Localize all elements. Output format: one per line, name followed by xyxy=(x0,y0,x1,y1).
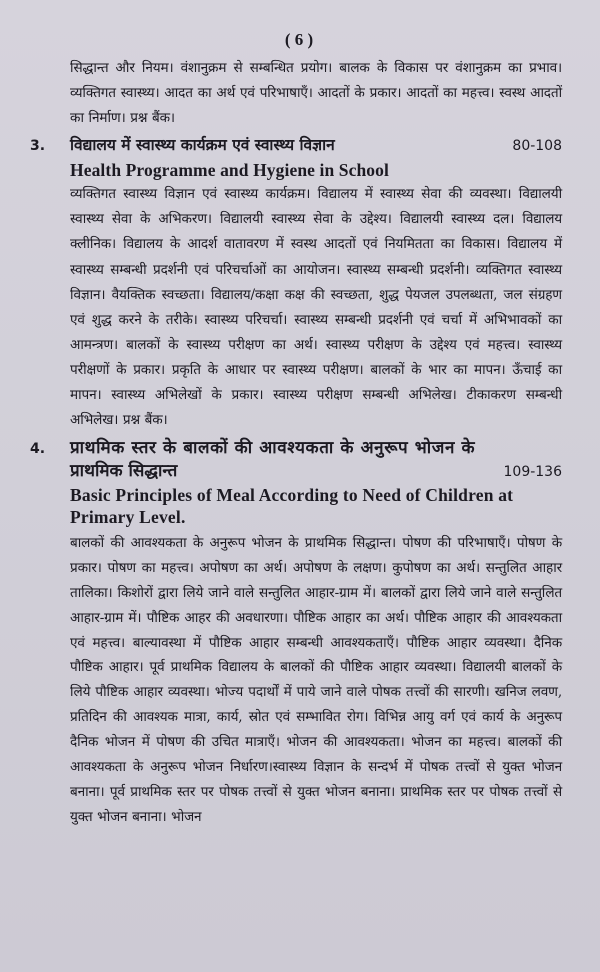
chapter-page-range: 109-136 xyxy=(503,464,562,481)
chapter-4-heading xyxy=(30,435,562,458)
chapter-3 xyxy=(30,133,562,433)
chapter-page-range: 80-108 xyxy=(512,138,562,155)
chapter-topics: व्यक्तिगत स्वास्थ्य विज्ञान एवं स्वास्थ्य कार्यक्रम। विद्यालय में स्वास्थ्य सेवा की व्यवस्था। विद्यालयी स्वास्थ्य सेवा के अभिकरण। विद्यालयी स्वास्थ्य सेवा के उद्देश्य। विद्यालयी स्वास्थ्य दल। विद्यालय क्लीनिक। विद्यालय के आदर्श वातावरण में स्वस्थ आदतों एवं नियमितता का विकास। विद्यालय में स्वास्थ्य सम्बन्धी प्रदर्शनी एवं परिचर्चाओं का आयोजन। स्वास्थ्य सम्बन्धी प्रदर्शनी। व्यक्तिगत स्वास्थ्य विज्ञान। वैयक्तिक स्वच्छता। विद्यालय/कक्षा कक्ष की स्वच्छता, शुद्ध पेयजल उपलब्धता, जल संग्रहण एवं शुद्ध करने के तरीके। स्वास्थ्य परिचर्चा। स्वास्थ्य सम्बन्धी प्रदर्शनी एवं चर्चा में अभिभावकों का आमन्त्रण। बालकों के स्वास्थ्य परीक्षण का अर्थ। स्वास्थ्य परीक्षण के उद्देश्य एवं महत्त्व। स्वास्थ्य परीक्षणों के प्रकार। प्रकृति के आधार पर स्वास्थ्य परीक्षण। बालकों के भार का मापन। ऊँचाई का मापन। स्वास्थ्य अभिलेखों के प्रकार। स्वास्थ्य परीक्षण सम्बन्धी अभिलेख। टीकाकरण सम्बन्धी अभिलेख। प्रश्न बैंक। xyxy=(70,186,562,429)
chapter-4-heading-line2 xyxy=(70,458,562,484)
chapter-topics: बालकों की आवश्यकता के अनुरूप भोजन के प्राथमिक सिद्धान्त। पोषण की परिभाषाएँ। पोषण के प्रकार। पोषण का महत्त्व। अपोषण का अर्थ। अपोषण के लक्षण। कुपोषण का अर्थ। सन्तुलित आहार तालिका। किशोरों द्वारा लिये जाने वाले सन्तुलित आहार-ग्राम में। बालकों द्वारा लिये जाने वाले सन्तुलित आहार-ग्राम में। पौष्टिक आहर की अवधारणा। पौष्टिक आहार का अर्थ। पौष्टिक आहार की आवश्यकता एवं महत्त्व। बाल्यावस्था में पौष्टिक आहार सम्बन्धी आवश्यकताएँ। पौष्टिक आहार व्यवस्था। दैनिक पौष्टिक आहार। पूर्व प्राथमिक विद्यालय के बालकों की पौष्टिक आहार व्यवस्था। विद्यालयी बालकों के लिये पौष्टिक आहार व्यवस्था। भोज्य पदार्थों में पाये जाने वाले पोषक तत्त्वों की सारणी। खनिज लवण, प्रतिदिन की आवश्यक मात्रा, कार्य, स्रोत एवं सम्भावित रोग। विभिन्न आयु वर्ग एवं कार्य के अनुरूप दैनिक भोजन में पोषण की उचित मात्राएँ। भोजन की आवश्यकता। भोजन का महत्त्व। बालकों की आवश्यकता के अनुरूप भोजन निर्धारण।स्वास्थ्य विज्ञान के सन्दर्भ में पोषक तत्त्वों से युक्त भोजन बनाना। पूर्व प्राथमिक स्तर पर पोषक तत्त्वों से युक्त भोजन बनाना। प्राथमिक स्तर पर पोषक तत्त्वों से युक्त भोजन बनाना। भोजन xyxy=(70,535,562,825)
chapter-title-hindi: विद्यालय में स्वास्थ्य कार्यक्रम एवं स्वास्थ्य विज्ञान xyxy=(70,135,335,155)
chapter-4 xyxy=(30,435,562,829)
chapter-title-english: Health Programme and Hygiene in School xyxy=(70,160,389,181)
chapter-number: 4. xyxy=(30,441,46,458)
chapter-3-heading xyxy=(30,133,562,159)
chapter-title-english: Basic Principles of Meal According to Need of Children at Primary Level. xyxy=(70,485,514,528)
continued-contents-text: सिद्धान्त और नियम। वंशानुक्रम से सम्बन्धित प्रयोग। बालक के विकास पर वंशानुक्रम का प्रभाव। व्यक्तिगत स्वास्थ्य। आदत का अर्थ एवं परिभाषाएँ। आदतों के प्रकार। आदतों का महत्त्व। स्वस्थ आदतों का निर्माण। प्रश्न बैंक। xyxy=(70,60,562,127)
chapter-number: 3. xyxy=(30,138,46,155)
chapter-title-hindi-line1: प्राथमिक स्तर के बालकों की आवश्यकता के अनुरूप भोजन के xyxy=(70,438,476,459)
page-number: ( 6 ) xyxy=(284,30,314,49)
chapter-title-hindi-line2: प्राथमिक सिद्धान्त xyxy=(70,461,178,482)
